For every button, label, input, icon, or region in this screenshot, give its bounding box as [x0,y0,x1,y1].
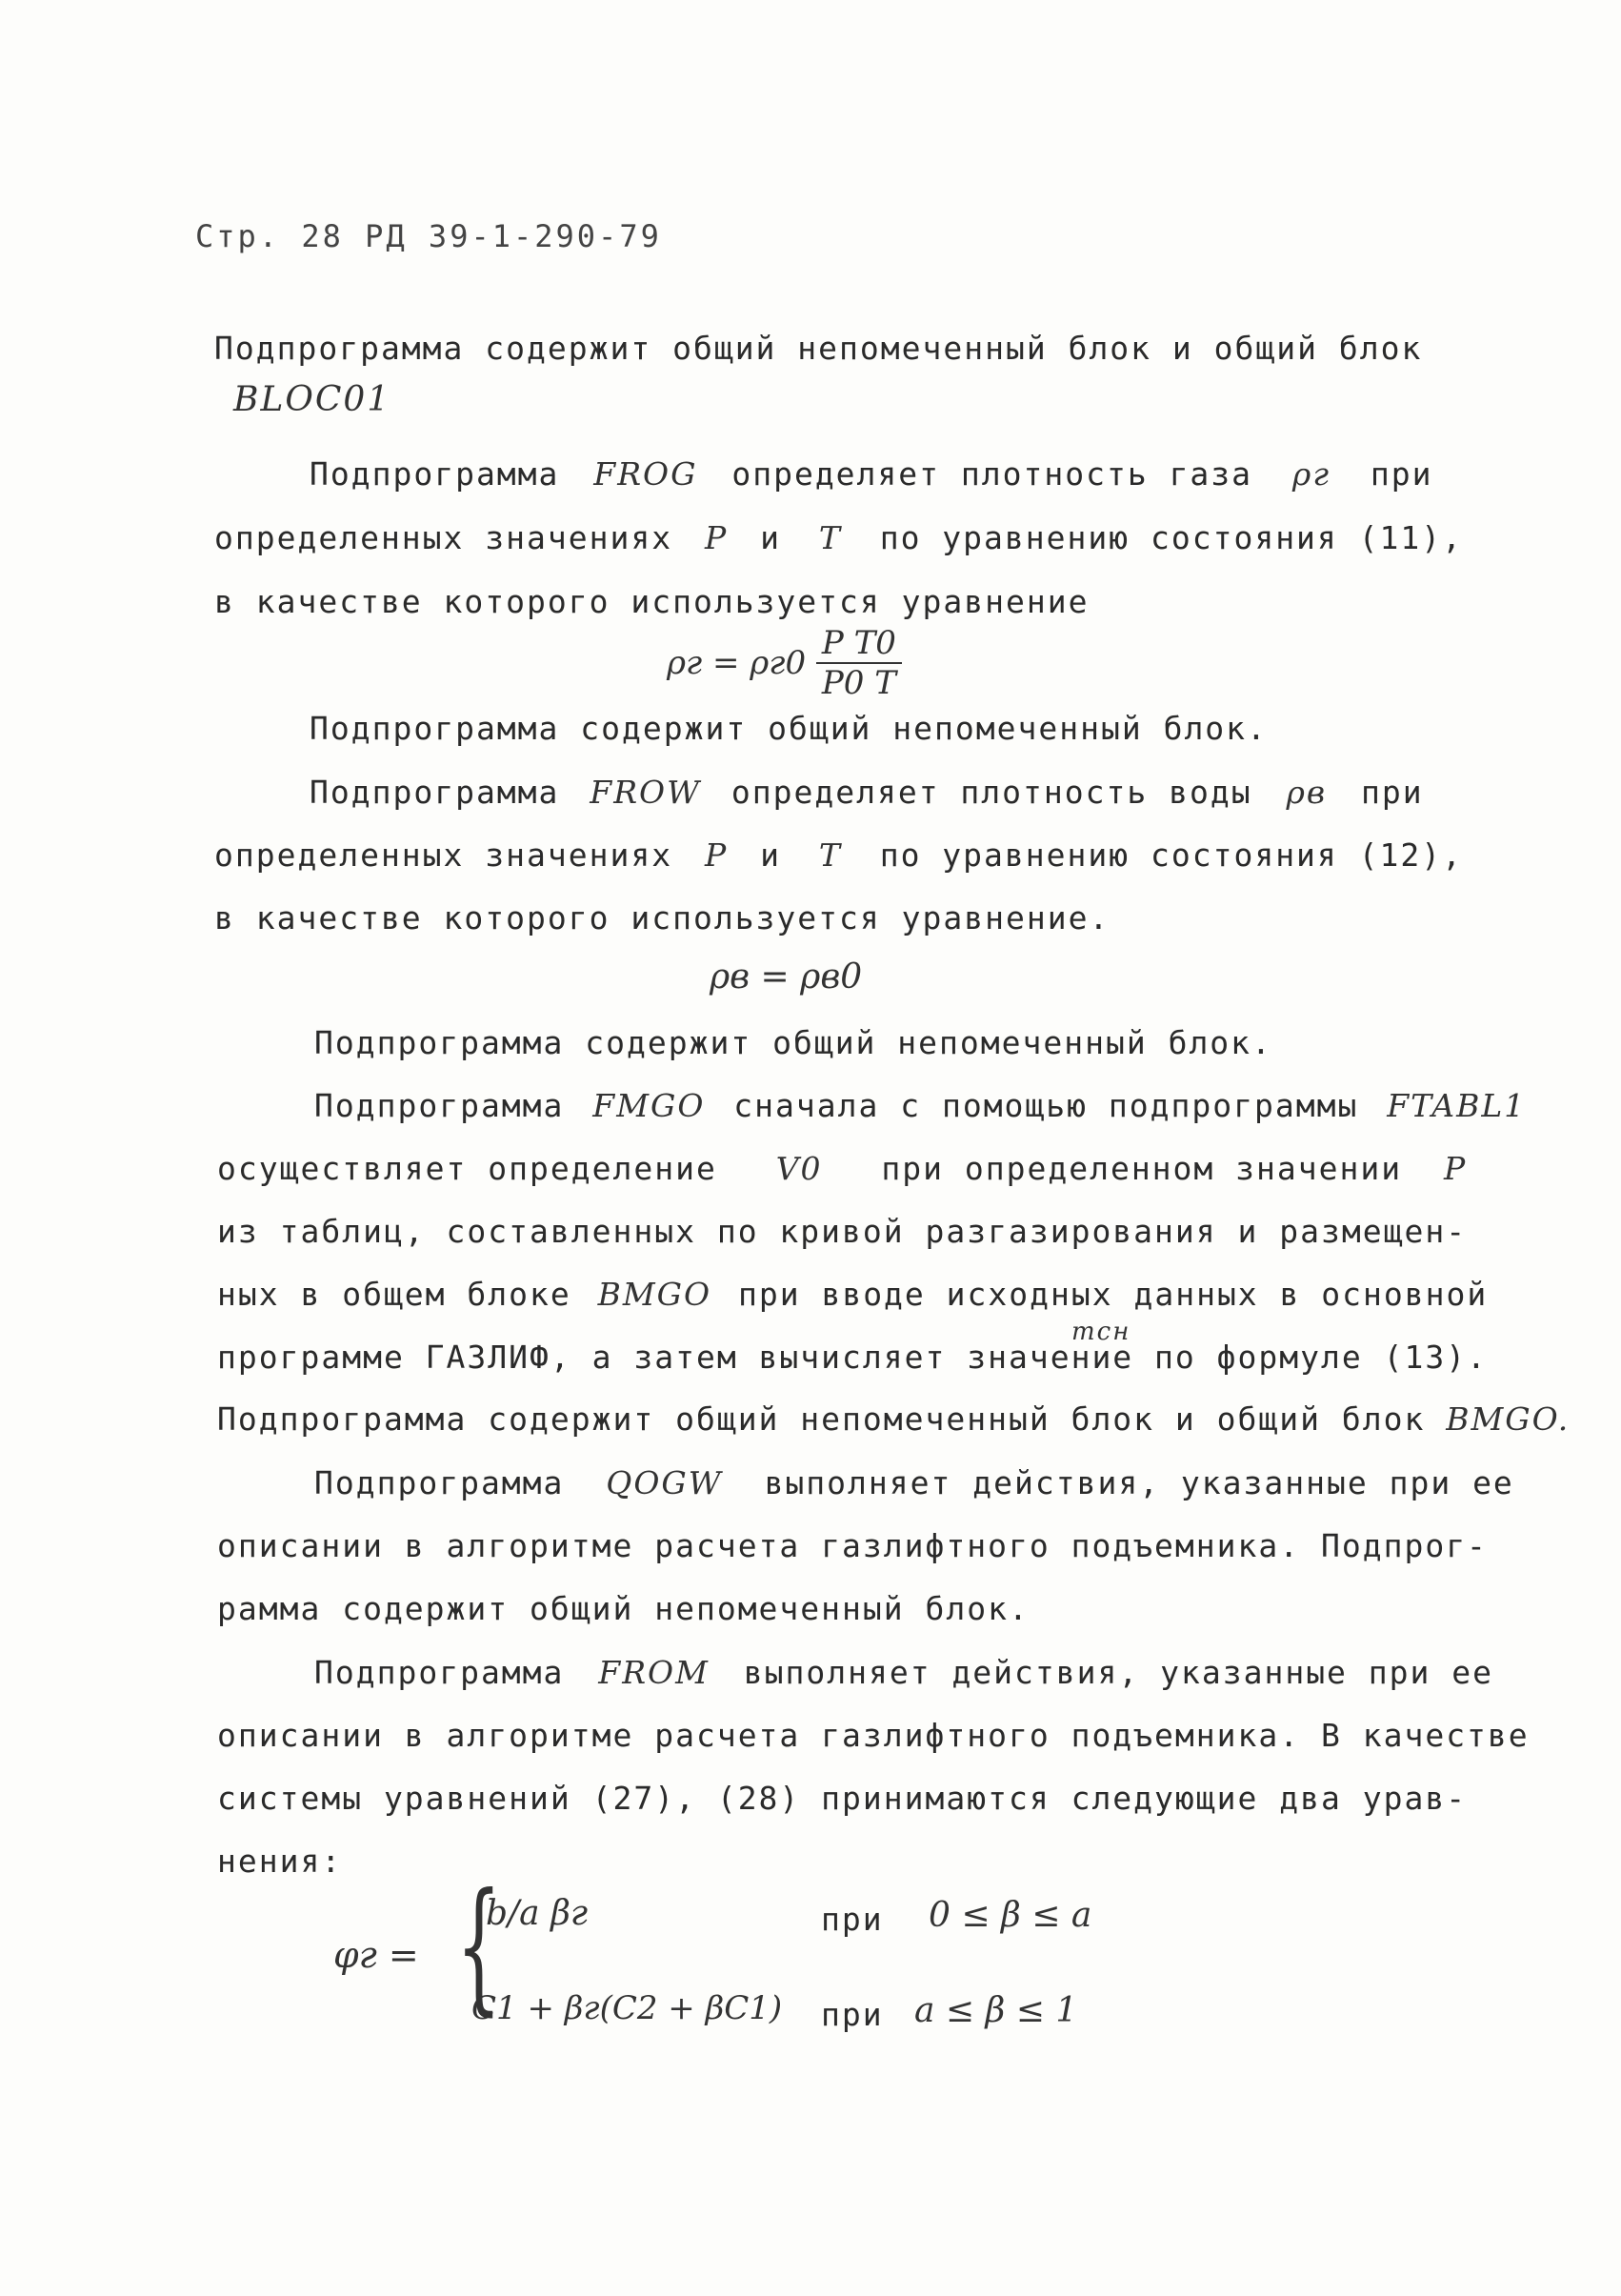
p6-line2 [217,1150,1467,1188]
p7-line3: рамма содержит общий непомеченный блок. [217,1590,1030,1627]
text: выполняет действия, указанные при ее [764,1464,1514,1501]
text: определяет плотность воды [730,774,1252,811]
eq-denominator: P0 T [821,664,896,702]
block-name: BMGO. [1446,1400,1571,1438]
text: Подпрограмма [310,455,560,493]
p4-line3: в качестве которого используется уравнение. [214,899,1111,937]
text: при определенном значении [881,1150,1403,1187]
case1-condition: 0 ≤ β ≤ a [929,1896,1092,1935]
case2-expression: C1 + βг(C2 + βC1) [471,1989,783,2027]
equation-rho-w: ρв = ρв0 [710,957,863,997]
eq-lhs: ρг = ρг0 [667,644,807,682]
p1-block-name: BLOC01 [233,380,391,419]
text: Подпрограмма содержит общий непомеченный блок и общий блок [217,1400,1426,1438]
symbol-t: T [818,519,842,556]
text: Подпрограмма [310,774,560,811]
p6-line3: из таблиц, составленных по кривой разгазирования и размещен- [217,1213,1468,1250]
symbol-p: P [704,836,729,874]
subroutine-name: FROM [598,1654,710,1691]
p2-line1 [310,455,1432,493]
text: выполняет действия, указанные при ее [743,1654,1494,1691]
text: и [760,836,781,874]
symbol-rho-g: ρг [1291,455,1331,493]
case1-word: при [821,1901,884,1938]
p2-line3: в качестве которого используется уравнение [214,583,1090,620]
symbol-t: T [818,836,842,874]
p2-line2 [214,519,1463,557]
p7-line1 [314,1464,1514,1502]
text: по уравнению состояния (11), [879,519,1463,556]
eq-numerator: P T0 [816,624,902,664]
symbol-rho-w: ρв [1286,774,1328,811]
p5-line: Подпрограмма содержит общий непомеченный блок. [314,1024,1272,1061]
page-header: Стр. 28 РД 39-1-290-79 [195,218,662,254]
text: Подпрограмма [314,1087,565,1124]
subroutine-name: FTABL1 [1387,1087,1527,1124]
p6-line1 [314,1087,1526,1125]
subroutine-name: FROG [593,455,698,493]
eq-fraction [816,624,902,702]
case1-expression: b/a βг [486,1894,589,1933]
text: и [760,519,781,556]
text: при вводе исходных данных в основной [737,1276,1489,1313]
p4-line2 [214,836,1463,875]
p7-line2: описании в алгоритме расчета газлифтного подъемника. Подпрог- [217,1527,1488,1564]
block-name: BMGO [597,1276,712,1313]
piecewise-lhs: φг = [333,1934,419,1976]
symbol-p: P [1443,1150,1468,1187]
p6-line5: программе ГАЗЛИФ, а затем вычисляет значение по формуле (13). [217,1339,1488,1376]
p8-line2: описании в алгоритме расчета газлифтного подъемника. В качестве [217,1717,1530,1754]
p6-line6 [217,1400,1570,1439]
text: по уравнению состояния (12), [879,836,1463,874]
p6-superscript: mсн [1071,1318,1131,1346]
left-brace: { [455,1863,502,2029]
p8-line4: нения: [217,1843,343,1880]
text: Подпрограмма [314,1464,565,1501]
case2-condition: a ≤ β ≤ 1 [914,1991,1078,2030]
text: при [1370,455,1433,493]
text: при [1360,774,1424,811]
subroutine-name: FMGO [592,1087,706,1124]
case2-word: при [821,1996,884,2033]
text: Подпрограмма [314,1654,565,1691]
subroutine-name: QOGW [606,1464,723,1501]
text: определенных значениях [214,519,673,556]
text: определенных значениях [214,836,673,874]
p4-line1 [310,774,1424,812]
p6-line4 [217,1276,1488,1314]
subroutine-name: FROW [590,774,702,811]
p1-line: Подпрограмма содержит общий непомеченный блок и общий блок [214,330,1423,367]
symbol-p: P [704,519,729,556]
symbol-v0: V0 [775,1150,823,1187]
text: осуществляет определение [217,1150,717,1187]
text: ных в общем блоке [217,1276,571,1313]
text: сначала с помощью подпрограммы [733,1087,1359,1124]
p8-line1 [314,1654,1493,1692]
text: определяет плотность газа [731,455,1253,493]
equation-rho-g [667,624,902,702]
p3-line: Подпрограмма содержит общий непомеченный блок. [310,710,1268,747]
p8-line3: системы уравнений (27), (28) принимаются следующие два урав- [217,1780,1468,1817]
